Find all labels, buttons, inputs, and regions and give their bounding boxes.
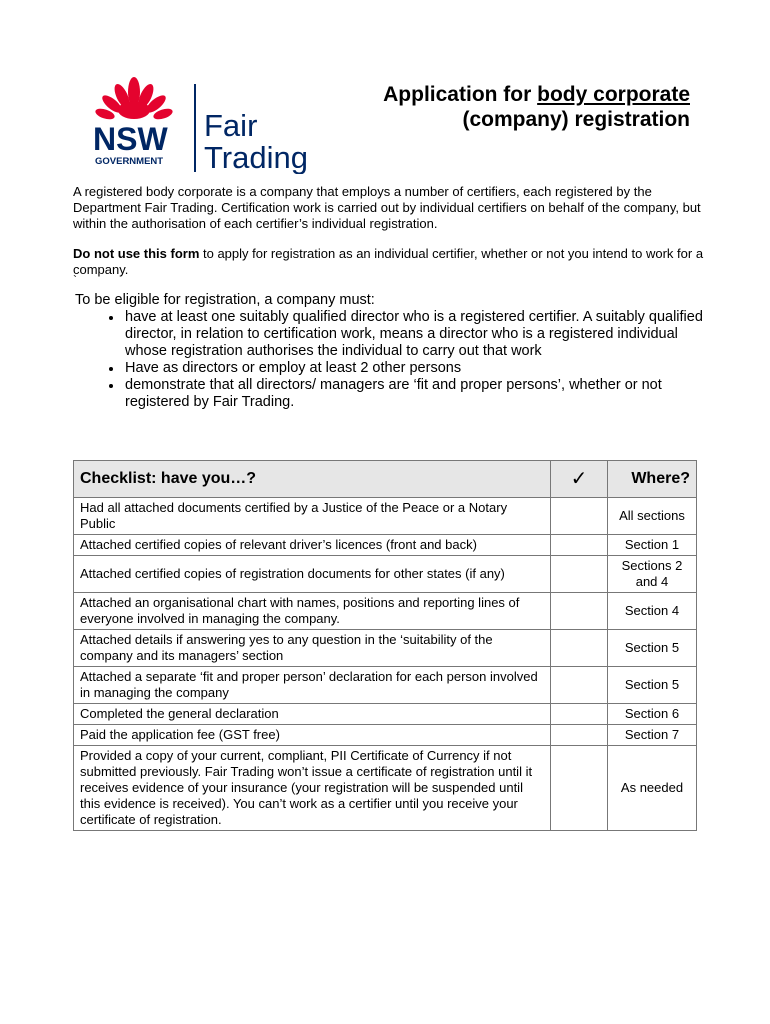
checklist-item: Attached certified copies of relevant driver’s licences (front and back)	[74, 535, 551, 556]
logo-fair-text: Fair	[204, 108, 258, 143]
table-row	[74, 498, 697, 535]
table-row	[74, 667, 697, 704]
eligibility-section	[75, 292, 705, 411]
logo-nsw-text: NSW	[93, 121, 168, 157]
title-line-2: (company) registration	[462, 108, 690, 131]
checklist-where: All sections	[608, 498, 697, 535]
intro-paragraph: A registered body corporate is a company that employs a number of certifiers, each registered by the Department Fair Trading. Certification work is carried out by individual certifiers on behalf of the company, but within the authorisation of each certifier’s individual registration.	[73, 184, 701, 231]
checklist-where: As needed	[608, 746, 697, 831]
checklist-where: Section 5	[608, 667, 697, 704]
logo-divider	[194, 84, 196, 172]
eligibility-item: • demonstrate that all directors/ managers are ‘fit and proper persons’, whether or not registered by Fair Trading.	[123, 377, 705, 411]
checklist-item: Attached a separate ‘fit and proper person’ declaration for each person involved in managing the company	[74, 667, 551, 704]
tick-box[interactable]	[551, 746, 608, 831]
tick-box[interactable]	[551, 704, 608, 725]
table-row	[74, 704, 697, 725]
logo-trading-text: Trading	[204, 140, 308, 174]
tick-box[interactable]	[551, 667, 608, 704]
warning-paragraph	[73, 246, 705, 278]
page-title	[270, 82, 690, 132]
checklist-where: Section 4	[608, 593, 697, 630]
checklist-header-item: Checklist: have you…?	[74, 461, 551, 498]
tick-box[interactable]	[551, 593, 608, 630]
table-row	[74, 535, 697, 556]
table-row	[74, 593, 697, 630]
checklist-item: Completed the general declaration	[74, 704, 551, 725]
waratah-flower-icon	[94, 77, 174, 121]
tick-box[interactable]	[551, 630, 608, 667]
stray-backtick: `	[73, 273, 77, 287]
checklist-item: Paid the application fee (GST free)	[74, 725, 551, 746]
eligibility-heading: To be eligible for registration, a company must:	[75, 292, 375, 308]
checklist-item: Attached certified copies of registration documents for other states (if any)	[74, 556, 551, 593]
checklist-item: Attached details if answering yes to any question in the ‘suitability of the company and its managers’ section	[74, 630, 551, 667]
checklist-header-where: Where?	[608, 461, 697, 498]
tick-box[interactable]	[551, 556, 608, 593]
checkmark-icon: ✓	[551, 461, 608, 498]
checklist-where: Section 7	[608, 725, 697, 746]
logo-government-text: GOVERNMENT	[95, 156, 164, 167]
warning-rest: to apply for registration as an individual certifier, whether or not you intend to work for a company.	[73, 246, 704, 277]
eligibility-item: • have at least one suitably qualified director who is a registered certifier. A suitably qualified director, in relation to certification work, means a director who is a registered individual whose registration authorises the individual to carry out that work	[123, 309, 705, 360]
tick-box[interactable]	[551, 535, 608, 556]
checklist-item: Had all attached documents certified by a Justice of the Peace or a Notary Public	[74, 498, 551, 535]
title-underlined: body corporate	[537, 83, 690, 106]
checklist-item: Attached an organisational chart with names, positions and reporting lines of everyone involved in managing the company.	[74, 593, 551, 630]
eligibility-list	[75, 309, 705, 411]
warning-bold: Do not use this form	[73, 246, 200, 261]
title-line-1	[270, 82, 690, 107]
table-row	[74, 556, 697, 593]
title-prefix: Application for	[383, 83, 538, 106]
checklist-header-row	[74, 461, 697, 498]
checklist-where: Sections 2 and 4	[608, 556, 697, 593]
eligibility-item: • Have as directors or employ at least 2 other persons	[123, 360, 705, 377]
tick-box[interactable]	[551, 725, 608, 746]
table-row	[74, 746, 697, 831]
checklist-table	[73, 460, 697, 831]
checklist-where: Section 1	[608, 535, 697, 556]
checklist-item: Provided a copy of your current, compliant, PII Certificate of Currency if not submitted previously. Fair Trading won’t issue a certificate of registration until it receives evidence of your insurance (your registration will be suspended until this evidence is received). You can’t work as a certifier until you receive your certificate of registration.	[74, 746, 551, 831]
table-row	[74, 630, 697, 667]
checklist-where: Section 6	[608, 704, 697, 725]
tick-box[interactable]	[551, 498, 608, 535]
table-row	[74, 725, 697, 746]
checklist-where: Section 5	[608, 630, 697, 667]
